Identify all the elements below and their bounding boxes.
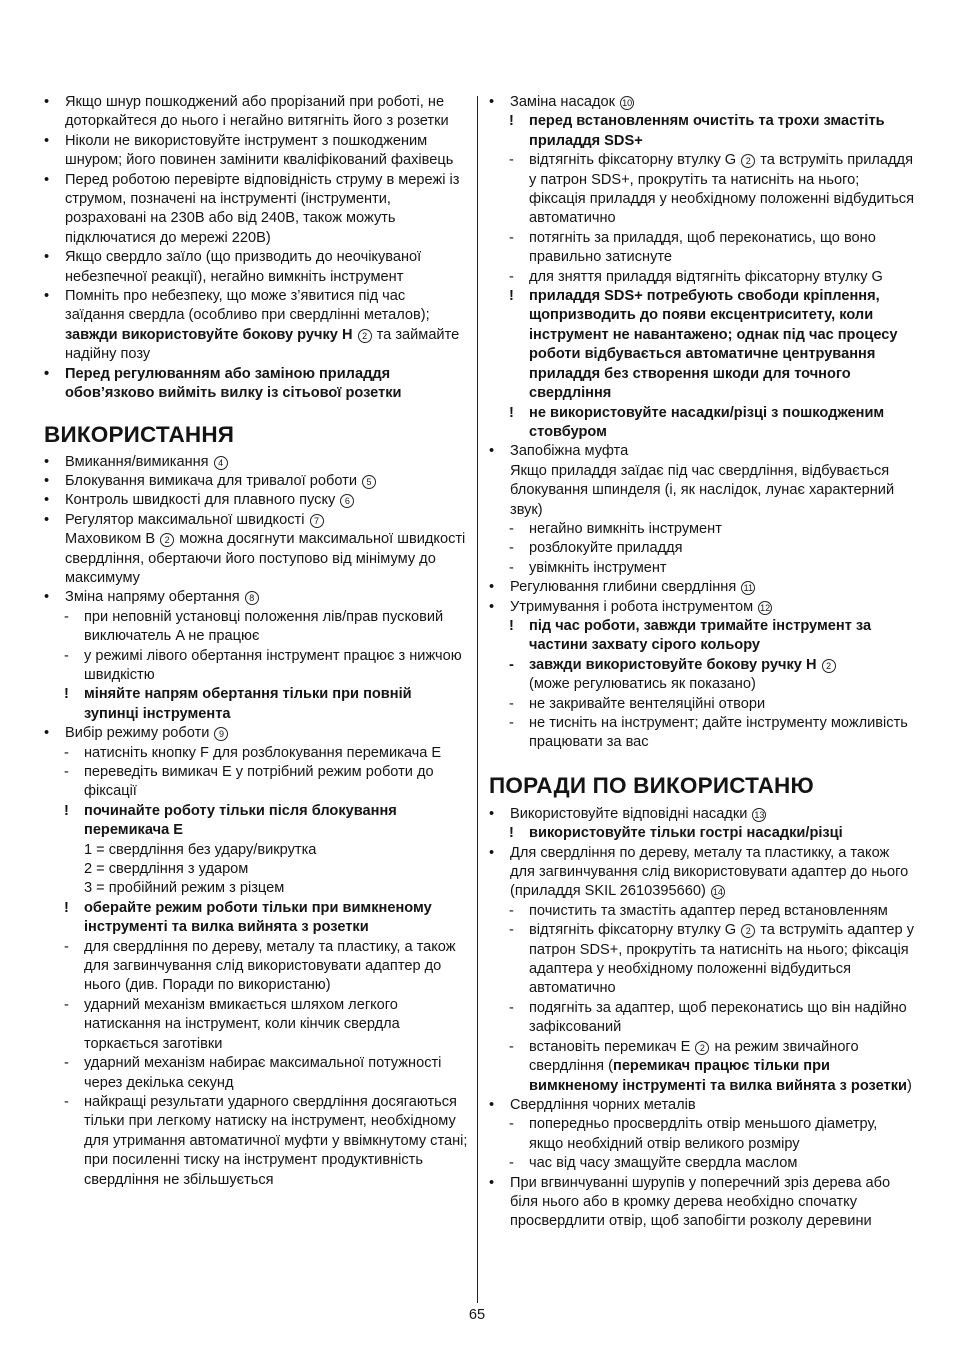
warning-item: ! оберайте режим роботи тільки при вимкненому інструменті та вилка вийнята з розетки [64, 899, 432, 936]
sub-item: - розблокуйте приладдя [509, 540, 683, 557]
right-column [489, 93, 915, 1232]
sub-item: - попередньо просвердліть отвір меньшого діаметру, якщо необхідний отвір великого розміру [509, 1116, 878, 1152]
sub-item: - найкращі результати ударного свердління досягаються тільки при легкому натиску на інструмент, необхідному для утримання автоматичної муфти у ввімкнутому стані; при посиленні тиску на інструмент продуктивність свердління не збільшується [64, 1093, 468, 1188]
list-item: • Свердління чорних металів [489, 1096, 696, 1113]
mode-option: 3 = пробійний режим з різцем [84, 880, 285, 897]
callout-number: 6 [340, 494, 354, 508]
column-divider [477, 96, 478, 1303]
list-item: • Ніколи не використовуйте інструмент з пошкодженим шнуром; його повинен замінити кваліфікований фахівець [44, 132, 454, 169]
paragraph: Маховиком B 2 можна досягнути максимальної швидкості свердління, обертаючи його поступово від мінімуму до максимуму [65, 531, 466, 586]
sub-item: - ударний механізм вмикається шляхом легкого натискання на інструмент, коли кінчик свердла торкається заготівки [64, 996, 400, 1052]
list-item: • Регулятор максимальної швидкості 7 [44, 511, 468, 530]
page-number: 65 [468, 1307, 486, 1323]
sub-item: - для свердління по дереву, металу та пластику, а також для загвинчування слід використовувати адаптер до нього (див. Поради по використаню) [64, 938, 456, 994]
sub-item: - відтягніть фіксаторну втулку G 2 та вструміть адаптер у патрон SDS+, прокрутіть та натисніть на нього; фіксація адаптера у необхідному положенні відбудиться автоматично [509, 922, 914, 997]
sub-item: - для зняття приладдя відтягніть фіксаторну втулку G [509, 268, 883, 285]
list-item: • Використовуйте відповідні насадки 13 [489, 805, 765, 822]
sub-item: - увімкніть інструмент [509, 559, 667, 576]
callout-number: 2 [741, 154, 755, 168]
list-item: • Перед роботою перевірте відповідність струму в мережі із струмом, позначені на інструменті (інструменти, розраховані на 230В або від 240В, також можуть підключатися до мережі 220В) [44, 171, 460, 246]
callout-number: 7 [310, 514, 324, 528]
callout-number: 8 [245, 591, 259, 605]
sub-item: - час від часу змащуйте свердла маслом [509, 1155, 798, 1172]
warning-item: ! використовуйте тільки гострі насадки/різці [509, 825, 843, 842]
sub-item: - переведіть вимикач E у потрібний режим роботи до фіксації [64, 764, 434, 800]
sub-item: - натисніть кнопку F для розблокування перемикача E [64, 744, 442, 761]
section-heading-tips: ПОРАДИ ПО ВИКОРИСТАНЮ [489, 772, 814, 798]
sub-item: - почистить та змастіть адаптер перед встановленням [509, 902, 888, 919]
sub-item: - ударний механізм набирає максимальної потужності через декілька секунд [64, 1055, 442, 1091]
warning-item: ! перед встановленням очистіть та трохи змастіть приладдя SDS+ [509, 113, 885, 149]
callout-number: 2 [358, 329, 372, 343]
section-heading-usage: ВИКОРИСТАННЯ [44, 421, 235, 447]
callout-number: 10 [622, 98, 633, 108]
callout-number: 2 [741, 924, 755, 938]
sub-item: - відтягніть фіксаторну втулку G 2 та вструміть приладдя у патрон SDS+, прокрутіть та натисніть на нього; фіксація приладдя у необхідному положенні відбудиться автоматично [509, 152, 914, 227]
list-item: • Помніть про небезпеку, що може з’явитися під час заїдання свердла (особливо при свердлінні металов); завжди використовуйте бокову ручку H 2 та займайте надійну позу [44, 288, 460, 363]
left-column [44, 93, 468, 1190]
callout-number: 12 [760, 602, 771, 613]
callout-number: 2 [822, 659, 836, 673]
list-item: • При вгвинчуванні шурупів у поперечний зріз дерева або біля нього або в кромку дерева необхідно спочатку просвердлити отвір, щоб запобігти розколу деревини [489, 1174, 891, 1230]
callout-number: 5 [362, 475, 376, 489]
list-item: • Якщо шнур пошкоджений або прорізаний при роботі, не доторкайтеся до нього і негайно витягніть його з розетки [44, 94, 449, 130]
sub-item: - встановіть перемикач E 2 на режим звичайного свердління (перемикач працює тільки при вимкненому інструменті та вилка вийнята з розетки) [509, 1038, 912, 1094]
list-item: • Регулювання глибини свердління 11 [489, 578, 915, 597]
warning-item: ! міняйте напрям обертання тільки при повній зупинці інструмента [64, 686, 412, 722]
list-item: • Запобіжна муфта [489, 443, 629, 460]
warning-item: ! під час роботи, завжди тримайте інструмент за частини захвату сірого кольору [509, 617, 872, 654]
sub-item: - подягніть за адаптер, щоб переконатись що він надійно зафіксований [509, 999, 907, 1036]
mode-option: 1 = свердління без удару/викрутка [84, 841, 317, 858]
list-item: • Перед регулюванням або заміною приладдя обов’язково вийміть вилку із сітьової розетки [44, 365, 402, 402]
warning-item: ! приладдя SDS+ потребують свободи кріплення, щопризводить до появи ексцентриситету, коли інструмент не навантажено; однак під час процесу роботи відбувається автоматичне центрування приладдя без створення шкоди для точного свердління [509, 288, 898, 402]
callout-number: 9 [214, 727, 228, 741]
callout-number: 14 [712, 887, 723, 898]
list-item: • Утримування і робота інструментом 12 [489, 598, 771, 615]
sub-item: - при неповній установці положення лів/прав пусковий виключатель A не працює [64, 608, 444, 645]
list-item: • Контроль швидкості для плавного пуску 6 [44, 491, 468, 510]
sub-item: - негайно вимкніть інструмент [509, 520, 722, 537]
mode-option: 2 = свердління з ударом [84, 861, 249, 878]
sub-item: - не тисніть на інструмент; дайте інструменту можливість працювати за вас [509, 715, 908, 751]
sub-item: - завжди використовуйте бокову ручку H 2 (може регулюватись як показано) [489, 656, 915, 695]
callout-number: 2 [695, 1041, 709, 1055]
callout-number: 2 [160, 533, 174, 547]
list-item: • Зміна напряму обертання 8 [44, 588, 468, 607]
callout-number: 4 [214, 456, 228, 470]
warning-item: ! не використовуйте насадки/різці з пошкодженим стовбуром [509, 404, 885, 440]
list-item: • Для свердління по дереву, металу та пластикку, а також для загвинчування слід використовувати адаптер до нього (приладдя SKIL 2610395660) 14 [489, 844, 909, 900]
list-item: • Блокування вимикача для тривалої роботи 5 [44, 472, 468, 491]
list-item: • Якщо свердло заїло (що призводить до неочікуваної небезпечної реакції), негайно вимкніть інструмент [44, 249, 422, 285]
callout-number: 13 [754, 809, 765, 820]
list-item: • Заміна насадок 10 [489, 94, 633, 110]
sub-item: - у режимі лівого обертання інструмент працює з нижчою швидкістю [64, 647, 462, 683]
list-item: • Вмикання/вимикання 4 [44, 453, 468, 472]
paragraph: Якщо приладдя заїдає під час свердління, відбувається блокування шпинделя (і, як наслідок, лунає характерний звук) [510, 462, 895, 518]
list-item: • Вибір режиму роботи 9 [44, 724, 468, 743]
sub-item: - потягніть за приладдя, щоб переконатись, що воно правильно затиснуте [509, 229, 876, 266]
callout-number: 11 [741, 581, 755, 595]
sub-item: - не закривайте вентеляційні отвори [509, 695, 766, 712]
warning-item: ! починайте роботу тільки після блокування перемикача E [64, 802, 397, 839]
